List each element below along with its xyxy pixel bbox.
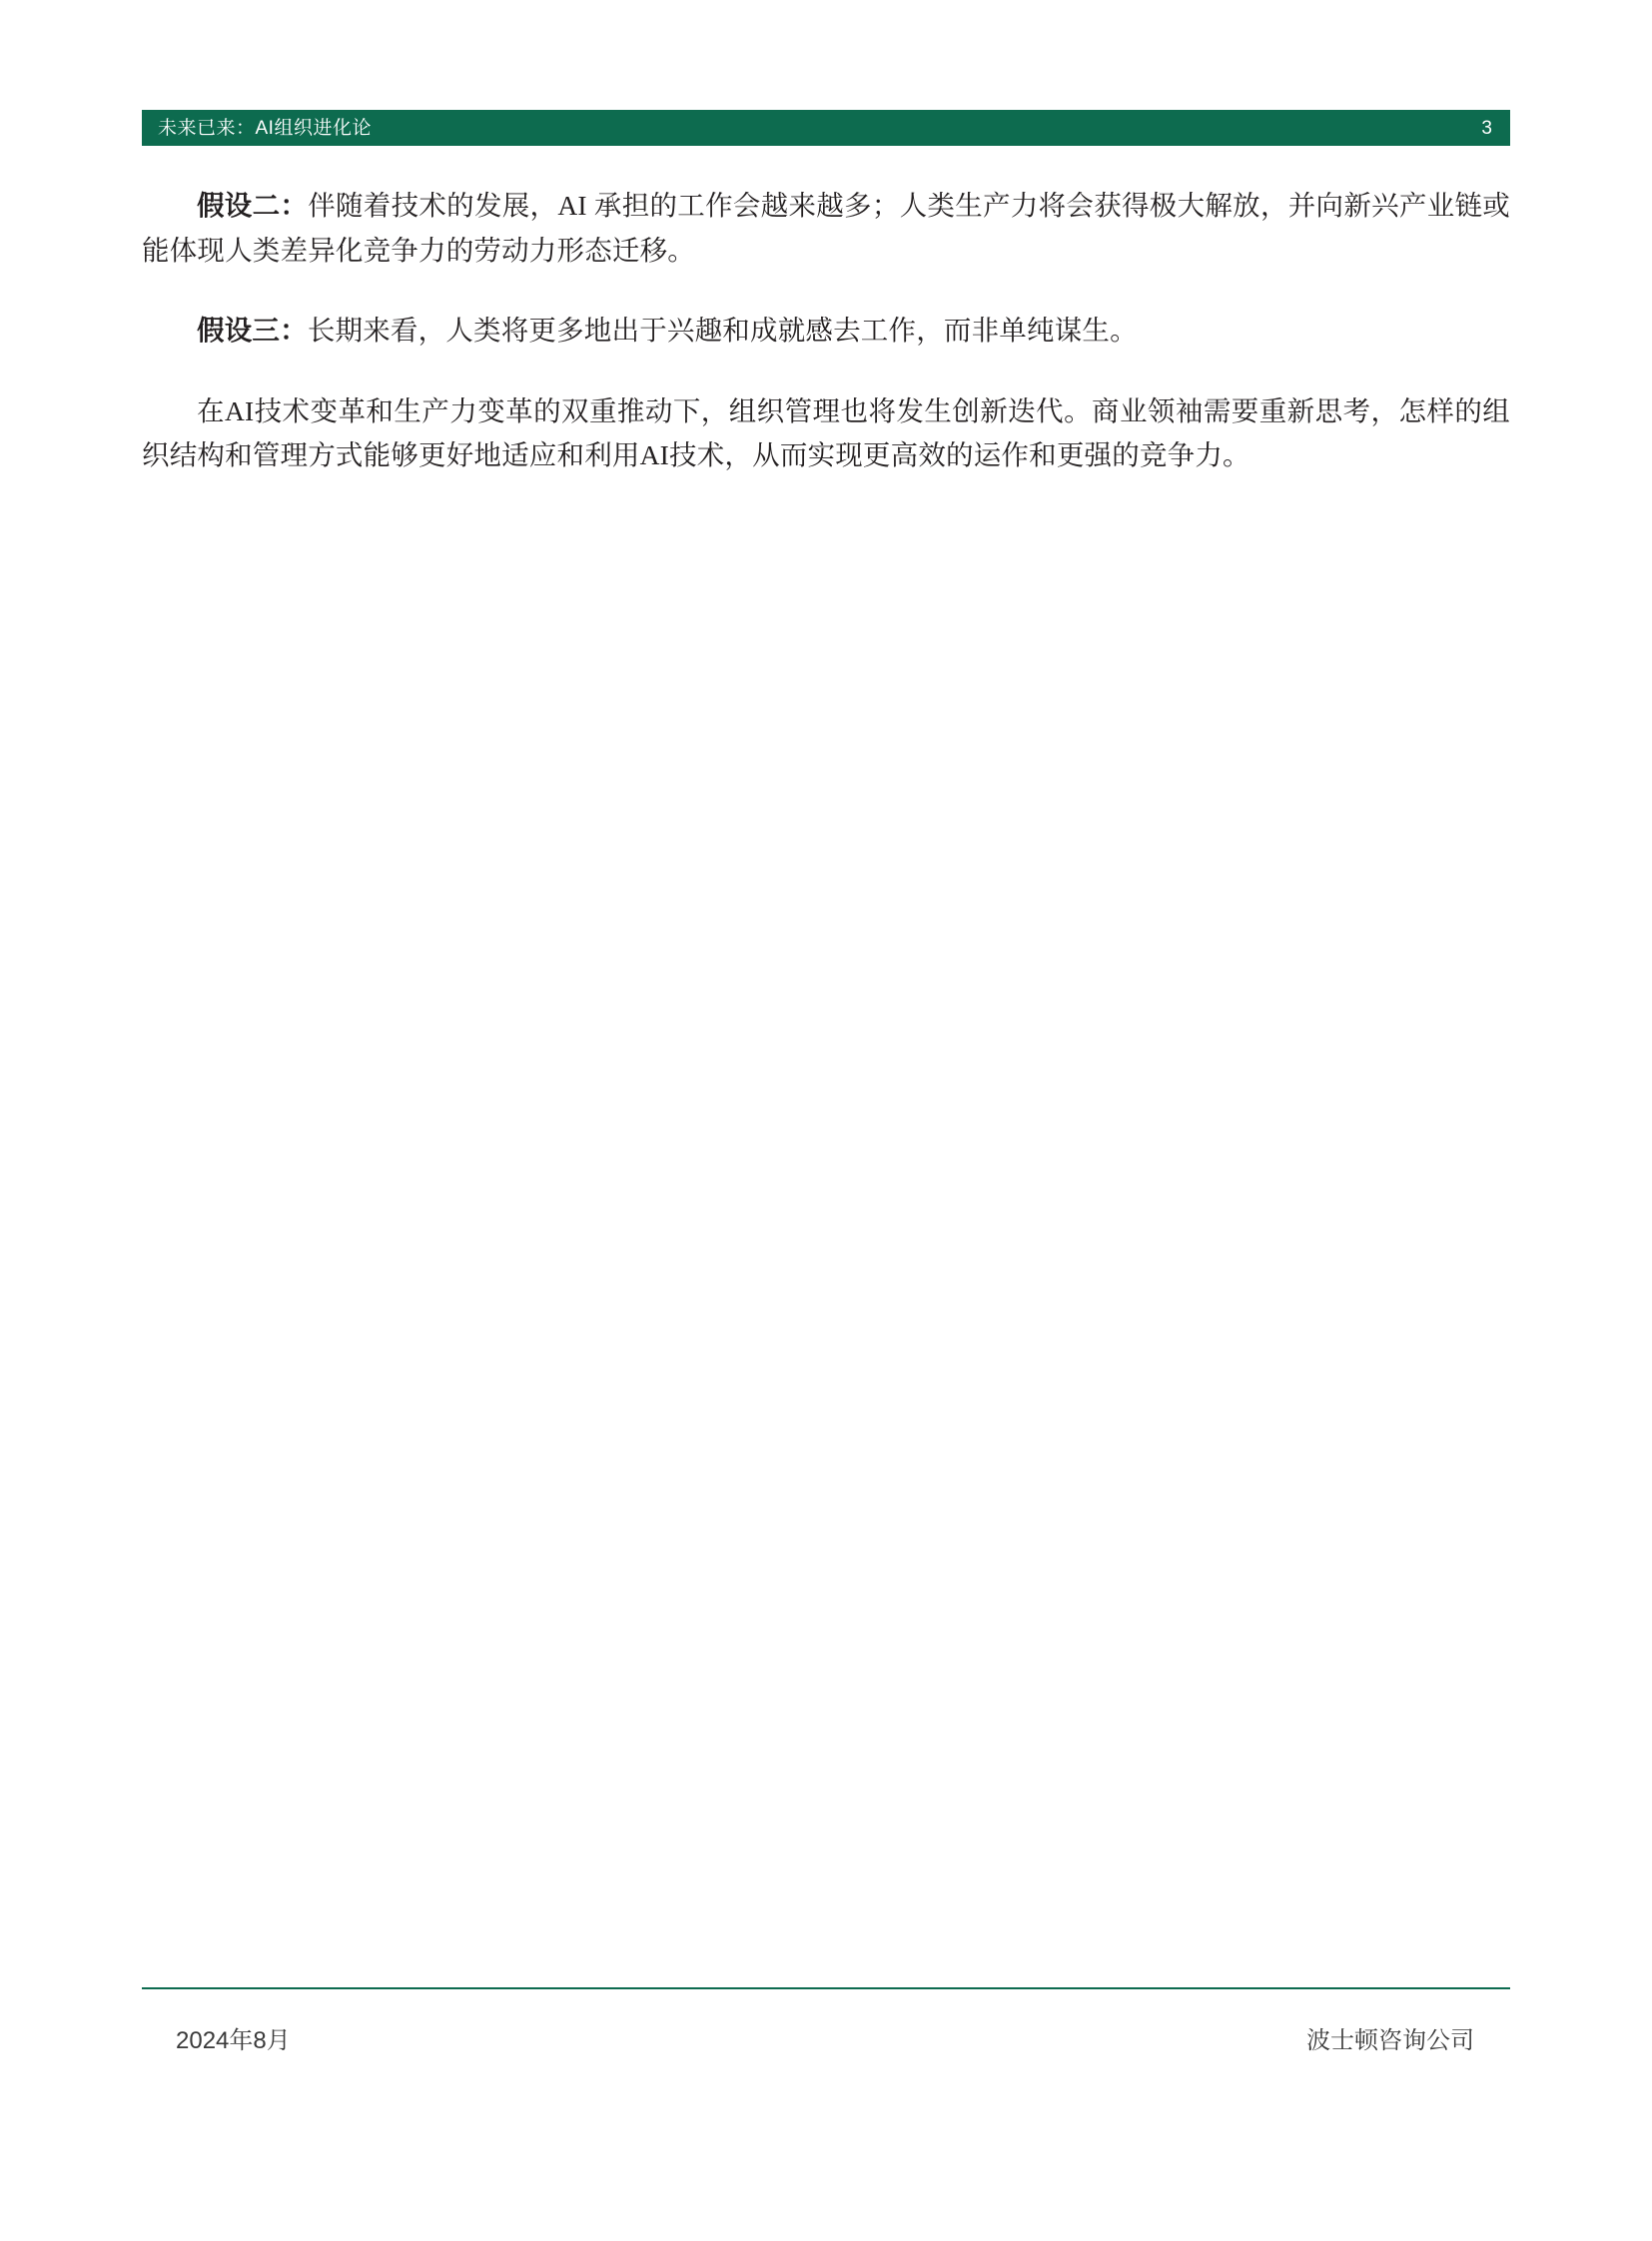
- footer-divider: [142, 1987, 1510, 1989]
- paragraph-lead-assumption-two: 假设二：: [197, 190, 309, 221]
- paragraph-assumption-three: [142, 309, 1510, 354]
- paragraph-spacer-2: [142, 379, 1510, 389]
- footer-date: 2024年8月: [176, 2026, 291, 2054]
- paragraph-assumption-two: [142, 184, 1510, 273]
- paragraph-text-assumption-three: 长期来看，人类将更多地出于兴趣和成就感去工作，而非单纯谋生。: [307, 315, 1138, 347]
- paragraph-conclusion: [142, 389, 1510, 478]
- paragraph-spacer-1: [142, 299, 1510, 309]
- paragraph-text-assumption-two: 伴随着技术的发展，AI 承担的工作会越来越多；人类生产力将会获得极大解放，并向新兴产业链或能体现人类差异化竞争力的劳动力形态迁移。: [142, 190, 1510, 266]
- footer-publisher: 波士顿咨询公司: [1306, 2026, 1474, 2054]
- document-title: 未来已来：AI组织进化论: [158, 117, 372, 139]
- page-footer: [142, 2007, 1510, 2067]
- page-number: 3: [1481, 117, 1492, 139]
- page-content: [142, 184, 1510, 504]
- paragraph-lead-assumption-three: 假设三：: [197, 315, 308, 347]
- page-header-band: [142, 110, 1510, 146]
- paragraph-text-conclusion: 在AI技术变革和生产力变革的双重推动下，组织管理也将发生创新迭代。商业领袖需要重新思考，怎样的组织结构和管理方式能够更好地适应和利用AI技术，从而实现更高效的运作和更强的竞争力。: [142, 394, 1510, 471]
